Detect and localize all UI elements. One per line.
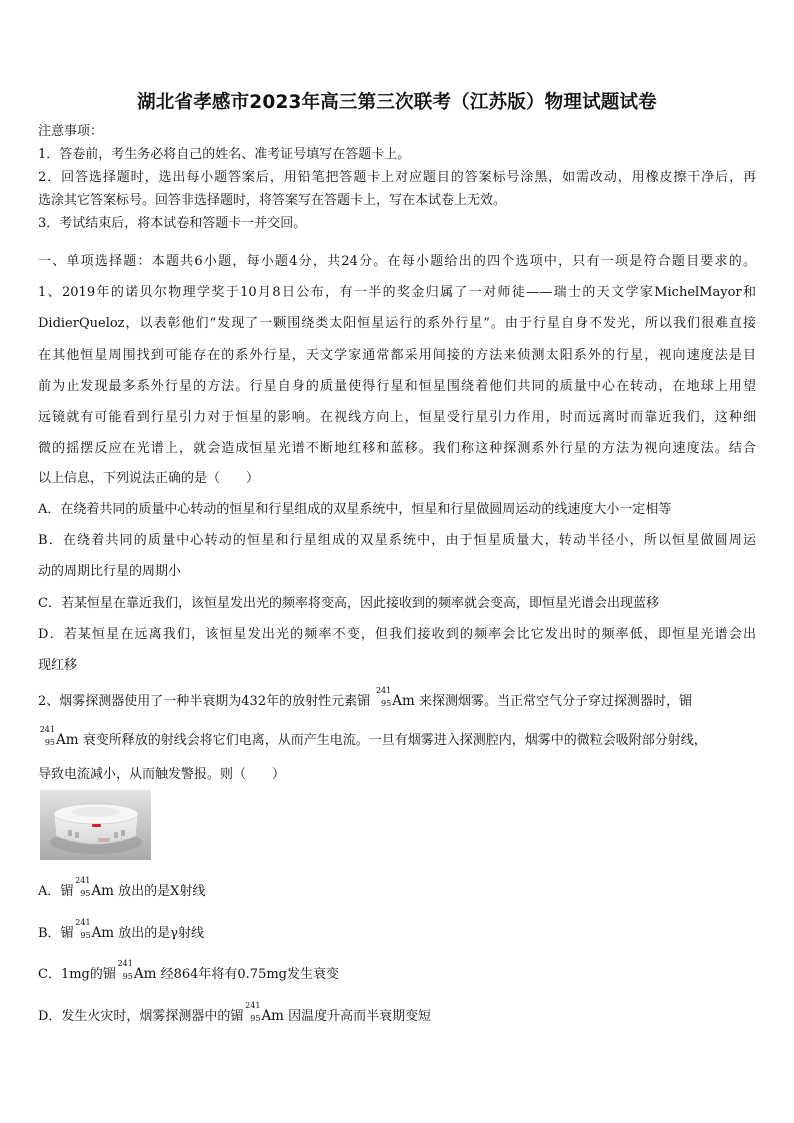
- q1-line-3: 在其他恒星周围找到可能存在的系外行星，天文学家通常都采用间接的方法来侦测太阳系外的行星，视向速度法是目: [38, 348, 756, 363]
- q2-line-3: 导致电流减小，从而触发警报。则（ ）: [38, 767, 286, 782]
- q1-line-1: 1、2019年的诺贝尔物理学奖于10月8日公布，有一半的奖金归属了一对师徒——瑞士的天文学家MichelMayor和: [38, 285, 756, 300]
- q2-line-2-post: 衰变所释放的射线会将它们电离，从而产生电流。一旦有烟雾进入探测腔内，烟雾中的微粒会吸附部分射线，: [82, 733, 707, 748]
- q1-option-b: B．在绕着共同的质量中心转动的恒星和行星组成的双星系统中，由于恒星质量大，转动半径小，所以恒星做圆周运: [38, 533, 756, 548]
- q2-line-2: 241 95 Am 衰变所释放的射线会将它们电离，从而产生电流。一旦有烟雾进入探测腔内，烟雾中的微粒会吸附部分射线，: [39, 725, 707, 748]
- isotope-am241: 241 95: [75, 918, 91, 940]
- smoke-detector-image: [40, 790, 151, 860]
- smoke-detector-icon: [40, 790, 151, 860]
- section-heading: 一、单项选择题：本题共6小题，每小题4分，共24分。在每小题给出的四个选项中，只有一项是符合题目要求的。: [38, 254, 756, 269]
- q1-line-2: DidierQueloz，以表彰他们“发现了一颗围绕类太阳恒星运行的系外行星”。由于行星自身不发光，所以我们很难直接: [38, 316, 756, 331]
- q2-line-1: 2、烟雾探测器使用了一种半衰期为432年的放射性元素镅 241 95 Am 来探测烟雾。当正常空气分子穿过探测器时，镅: [38, 686, 692, 709]
- q1-line-5: 远镜就有可能看到行星引力对于恒星的影响。在视线方向上，恒星受行星引力作用，时而远离时而靠近我们，这种细: [38, 410, 756, 425]
- isotope-am241: 241 95: [245, 1001, 261, 1023]
- isotope-am241: 241 95: [117, 959, 133, 981]
- notice-item-2: 2．回答选择题时，选出每小题答案后，用铅笔把答题卡上对应题目的答案标号涂黑，如需改动，用橡皮擦干净后，再: [38, 170, 756, 185]
- isotope-am241: 241 95: [75, 876, 91, 898]
- q1-option-a: A．在绕着共同的质量中心转动的恒星和行星组成的双星系统中，恒星和行星做圆周运动的线速度大小一定相等: [38, 502, 672, 517]
- q2-line-1-pre: 2、烟雾探测器使用了一种半衰期为432年的放射性元素镅: [38, 694, 371, 709]
- notice-item-1: 1．答卷前，考生务必将自己的姓名、准考证号填写在答题卡上。: [38, 147, 411, 162]
- q1-line-4: 前为止发现最多系外行星的方法。行星自身的质量使得行星和恒星围绕着他们共同的质量中心在转动，在地球上用望: [38, 379, 756, 394]
- q2-option-d: D．发生火灾时，烟雾探测器中的镅 241 95 Am 因温度升高而半衰期变短: [38, 1001, 432, 1024]
- q2-option-b: B．镅 241 95 Am 放出的是γ射线: [38, 918, 205, 941]
- q2-option-a: A．镅 241 95 Am 放出的是X射线: [38, 876, 206, 899]
- page-title: 湖北省孝感市2023年高三第三次联考（江苏版）物理试题试卷: [137, 92, 657, 113]
- isotope-am241: 241 95: [39, 725, 55, 747]
- notice-item-2-cont: 选涂其它答案标号。回答非选择题时，将答案写在答题卡上，写在本试卷上无效。: [38, 193, 507, 208]
- q2-option-c: C．1mg的镅 241 95 Am 经864年将有0.75mg发生衰变: [38, 959, 339, 982]
- q2-line-1-post: 来探测烟雾。当正常空气分子穿过探测器时，镅: [418, 694, 692, 709]
- q1-option-d-cont: 现红移: [38, 658, 78, 673]
- q1-option-b-cont: 动的周期比行星的周期小: [38, 564, 182, 579]
- q1-option-c: C．若某恒星在靠近我们，该恒星发出光的频率将变高，因此接收到的频率就会变高，即恒星光谱会出现蓝移: [38, 596, 659, 611]
- isotope-am241: 241 95: [375, 686, 392, 708]
- notice-item-3: 3．考试结束后，将本试卷和答题卡一并交回。: [38, 216, 307, 231]
- q1-option-d: D．若某恒星在远离我们，该恒星发出光的频率不变，但我们接收到的频率会比它发出时的频率低，即恒星光谱会出: [38, 627, 756, 642]
- q1-line-6: 微的摇摆反应在光谱上，就会造成恒星光谱不断地红移和蓝移。我们称这种探测系外行星的方法为视向速度法。结合: [38, 441, 756, 456]
- notice-heading: 注意事项：: [38, 124, 104, 139]
- q1-line-7: 以上信息，下列说法正确的是（ ）: [38, 471, 260, 486]
